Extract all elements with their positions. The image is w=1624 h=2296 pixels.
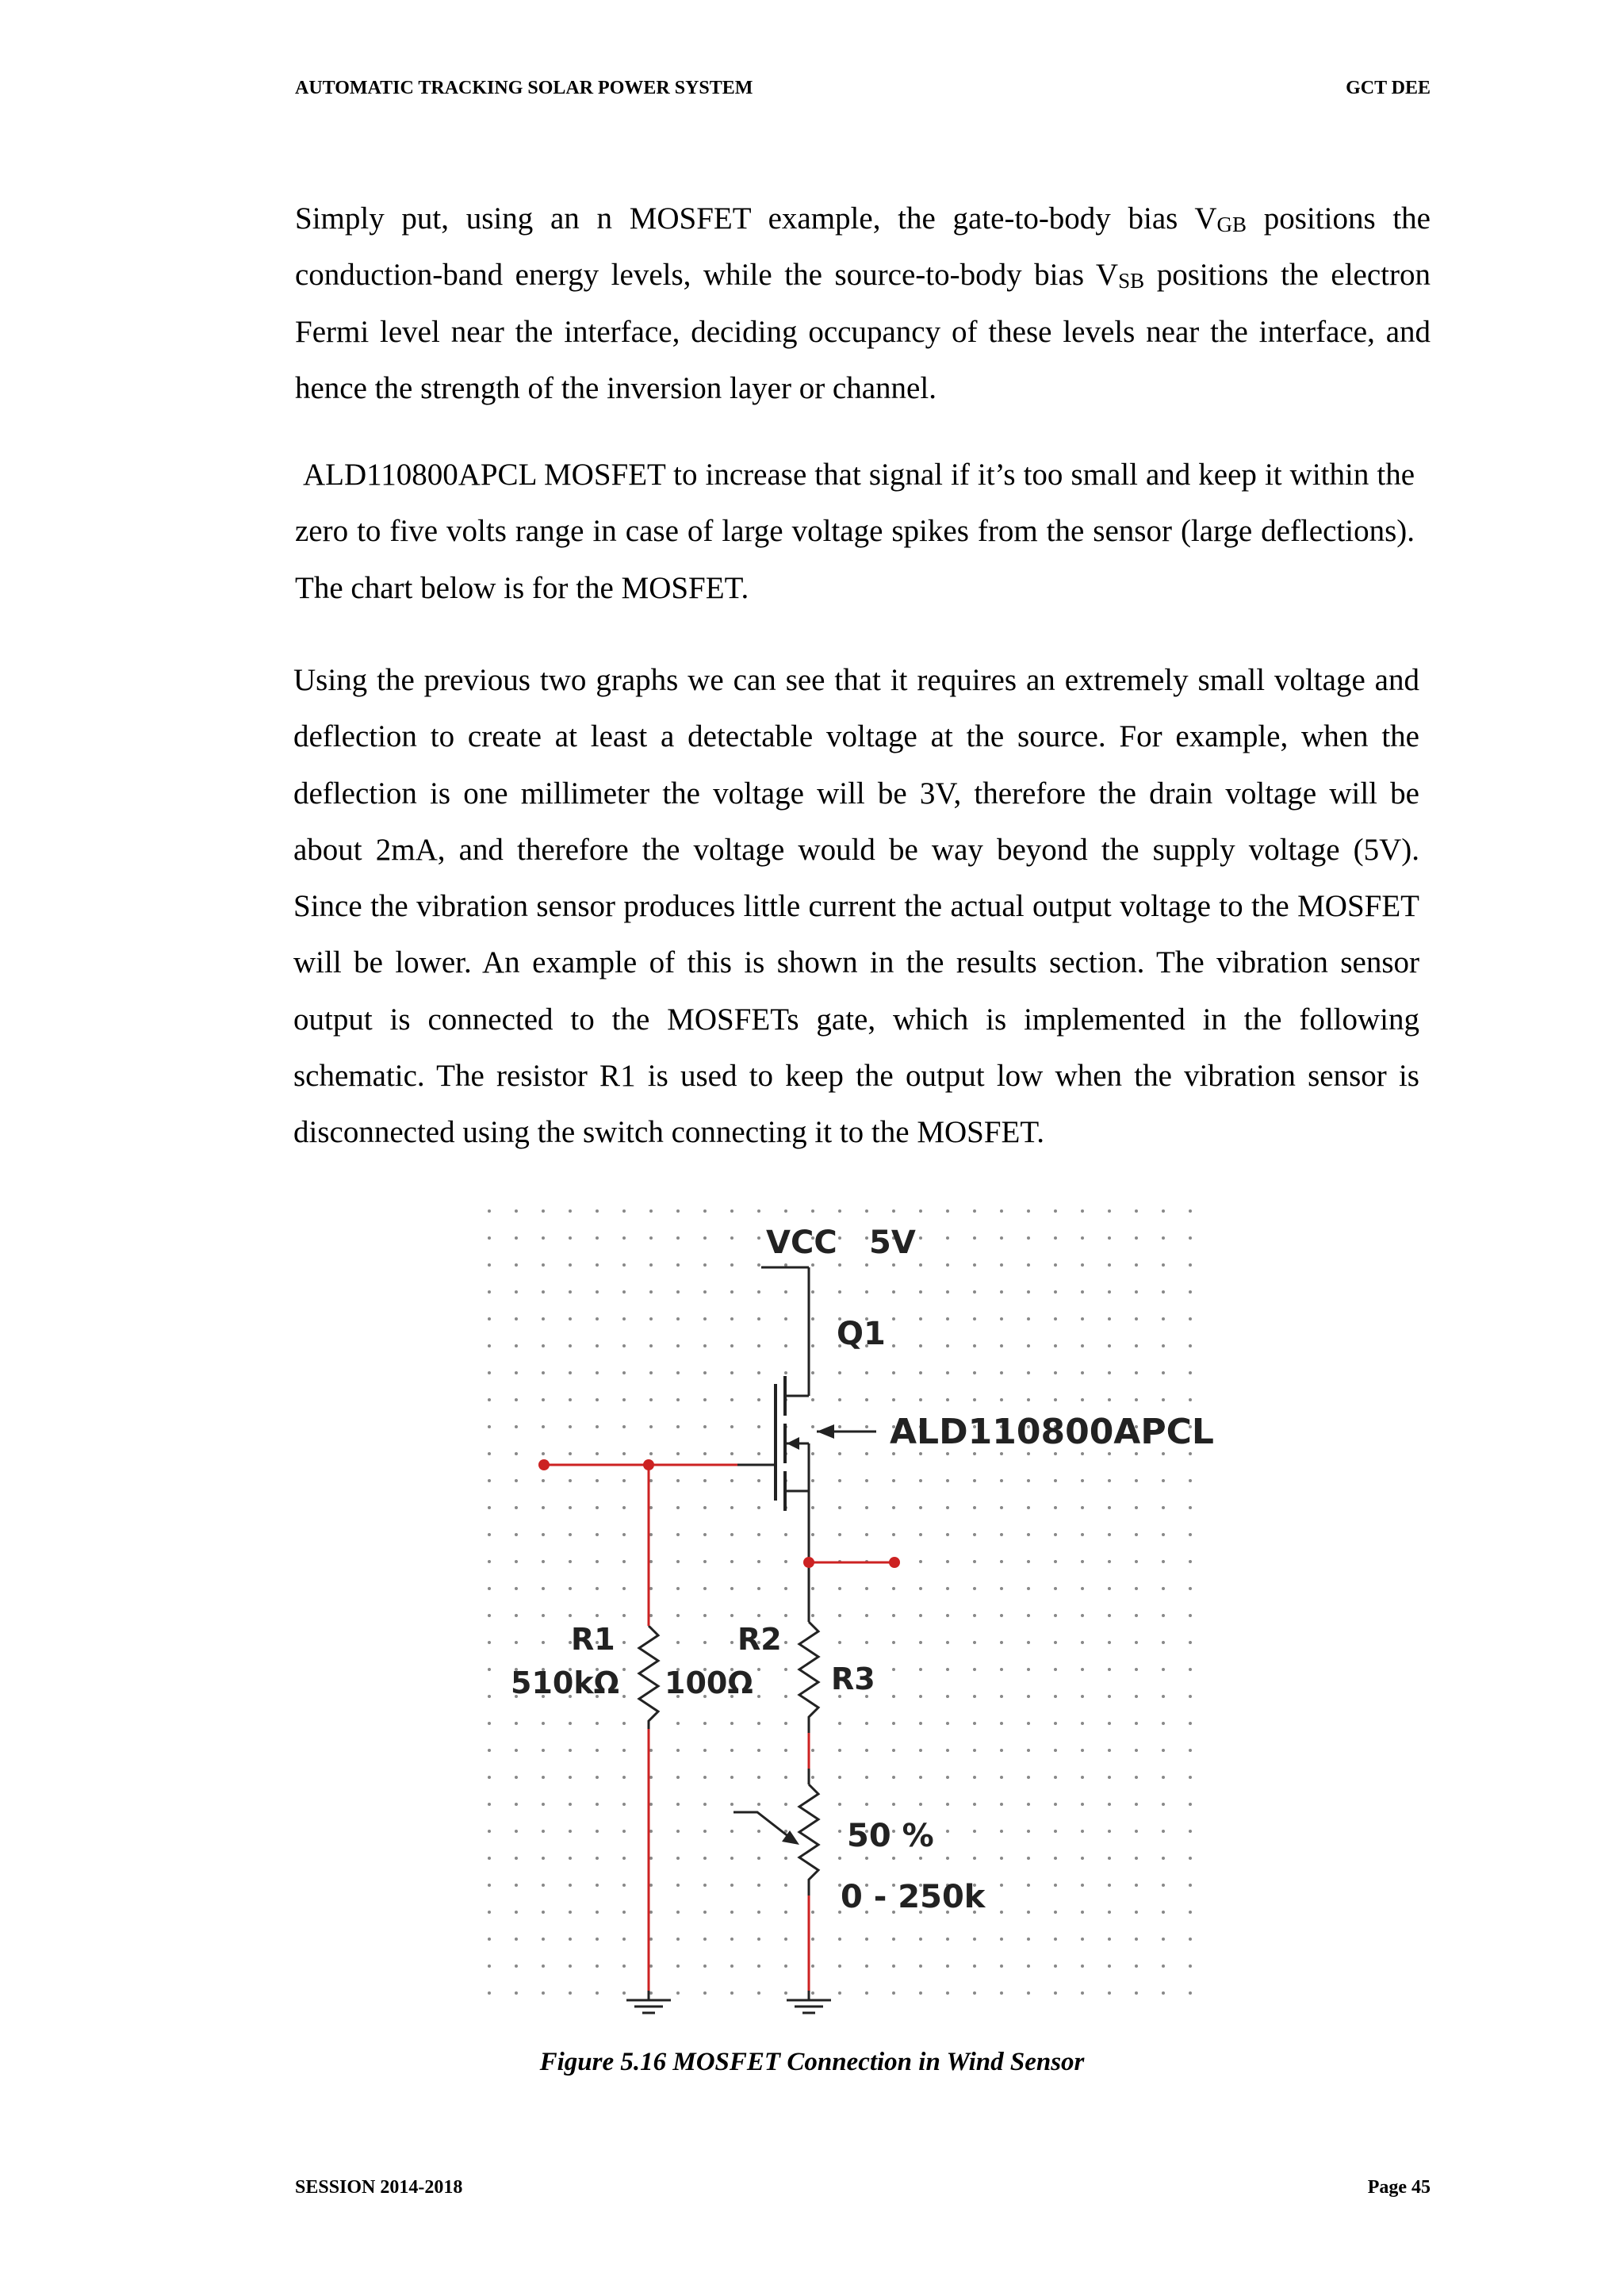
gate-junction	[643, 1459, 654, 1470]
figure-caption: Figure 5.16 MOSFET Connection in Wind Sensor	[539, 2048, 1085, 2076]
paragraph-mosfet-purpose: ALD110800APCL MOSFET to increase that signal if it’s too small and keep it within the zero to five volts range in case of large voltage spikes from the sensor (large deflections). The chart below is for the MOSFET.	[295, 458, 1415, 605]
q1-label: Q1	[837, 1316, 886, 1352]
footer-page-number: Page 45	[1367, 2177, 1431, 2198]
footer-session: SESSION 2014-2018	[295, 2177, 463, 2198]
p1-part2: positions the conduction-band energy levels, while the source-to-body bias V	[295, 201, 1431, 293]
vcc-value: 5V	[869, 1225, 916, 1261]
r2-value: 100Ω	[665, 1665, 753, 1700]
r3-range: 0 - 250k	[841, 1879, 986, 1915]
p1-part1: Simply put, using an n MOSFET example, the gate-to-body bias V	[295, 201, 1217, 236]
header-dept: GCT DEE	[1346, 78, 1431, 98]
paragraph-mosfet-bias	[295, 190, 1431, 416]
output-terminal	[889, 1557, 900, 1568]
header-title: AUTOMATIC TRACKING SOLAR POWER SYSTEM	[295, 78, 753, 98]
p1-sub-gb: GB	[1216, 213, 1247, 236]
paragraph-graph-analysis: Using the previous two graphs we can see that it requires an extremely small voltage and deflection to create at least a detectable voltage at the source. For example, when the deflection is one millimeter the voltage will be 3V, therefore the drain voltage will be about 2mA, and therefore the voltage would be way beyond the supply voltage (5V). Since the vibration sensor produces little current the actual output voltage to the MOSFET will be lower. An example of this is shown in the results section. The vibration sensor output is connected to the MOSFETs gate, which is implemented in the following schematic. The resistor R1 is used to keep the output low when the vibration sensor is disconnected using the switch connecting it to the MOSFET.	[293, 663, 1419, 1150]
r3-label: R3	[831, 1662, 875, 1696]
page-header	[295, 78, 1431, 106]
mosfet-schematic	[476, 1198, 1213, 2019]
p1-sub-sb: SB	[1118, 269, 1145, 293]
r1-label: R1	[571, 1622, 615, 1657]
mosfet-model-label: ALD110800APCL	[890, 1412, 1213, 1452]
r2-label: R2	[737, 1622, 782, 1657]
source-junction	[803, 1557, 814, 1568]
r1-value: 510kΩ	[511, 1665, 619, 1700]
input-terminal	[538, 1459, 550, 1470]
p1-part3: positions the electron Fermi level near the interface, deciding occupancy of these levels near the interface, and hence the strength of the inversion layer or channel.	[295, 258, 1431, 405]
vcc-label: VCC	[766, 1225, 837, 1261]
schematic-figure	[476, 1198, 1213, 2019]
r3-setting: 50 %	[847, 1818, 934, 1854]
page-footer	[295, 2177, 1431, 2206]
